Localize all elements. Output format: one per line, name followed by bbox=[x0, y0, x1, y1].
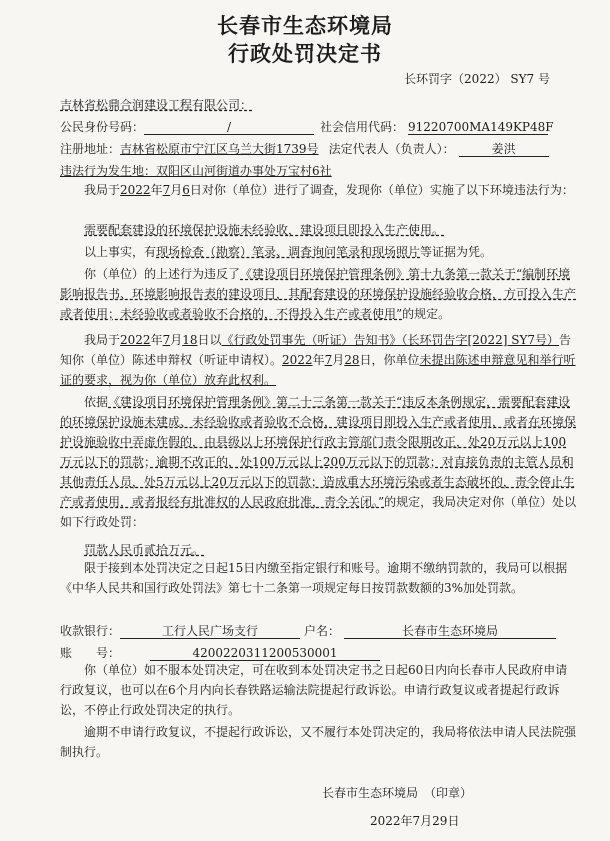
document-title: 行政处罚决定书 bbox=[228, 41, 382, 66]
penalty-decision: 罚款人民币贰拾万元。 bbox=[84, 543, 205, 557]
address-and-rep-row: 注册地址：吉林省松原市宁江区乌兰大街1739号 法定代表人（负责人）： 姜洪 bbox=[60, 140, 580, 157]
registered-address: 吉林省松原市宁江区乌兰大街1739号 bbox=[120, 142, 319, 156]
id-number-field: / bbox=[144, 120, 314, 135]
signature-date: 2022年7月29日 bbox=[370, 814, 460, 828]
legal-representative: 姜洪 bbox=[459, 142, 549, 157]
notice-paragraph: 我局于2022年7月18日以《行政处罚事先（听证）告知书》（长环罚告字[2022] SY7号）告知你（单位）陈述申辩权（听证申请权）。2022年7月28日，你单位未提出陈述申辩意见和举行听证的要求，视为你（单位）放弃此权利。 bbox=[60, 333, 576, 387]
document-number: 长环罚字（2022） SY7 号 bbox=[404, 72, 550, 86]
legal-basis-paragraph: 依据《建设项目环境保护管理条例》第二十三条第一款关于“违反本条例规定，需要配套建设的环境保护设施未建成、未经验收或者验收不合格，建设项目即投入生产或者使用，或者在环境保护设施验收中弄虚作假的，由县级以上环境保护行政主管部门责令限期改正，处20万元以上100万元以下的罚款；逾期不改正的，处100万元以上200万元以下的罚款；对直接负责的主管人员和其他责任人员，处5万元以上20万元以下的罚款；造成重大环境污染或者生态破坏的，责令停止生产或者使用，或者报经有批准权的人民政府批准，责令关闭。”的规定，我局决定对你（单位）处以如下行政处罚： bbox=[60, 395, 577, 529]
party-name: 吉林省松鼎合润建设工程有限公司： bbox=[60, 98, 253, 112]
appeal-rights-paragraph: 你（单位）如不服本处罚决定，可在收到本处罚决定书之日起60日内向长春市人民政府申请行政复议，也可以在6个月内向长春铁路运输法院提起行政诉讼。申请行政复议或者提起行政诉讼，不停止行政处罚决定的执行。 bbox=[60, 663, 568, 717]
enforcement-paragraph: 逾期不申请行政复议，不提起行政诉讼，又不履行本处罚决定的，我局将依法申请人民法院强制执行。 bbox=[60, 725, 577, 759]
payee-name: 长春市生态环境局 bbox=[344, 624, 556, 639]
issuing-authority-title: 长春市生态环境局 bbox=[217, 13, 393, 38]
id-and-credit-code-row: 公民身份号码： / 社会信用代码： 91220700MA149KP48F bbox=[60, 120, 554, 134]
violation-fact: 需要配套建设的环境保护设施未经验收，建设项目即投入生产使用。 bbox=[84, 223, 445, 237]
violation-location: 双阳区山河街道办事处万宝村6社 bbox=[156, 164, 332, 178]
violation-location-row: 违法行为发生地：双阳区山河街道办事处万宝村6社 bbox=[60, 164, 332, 178]
account-row: 账 号： 4200220311200530001 bbox=[60, 644, 580, 661]
credit-code-field: 91220700MA149KP48F bbox=[408, 120, 554, 134]
account-number: 4200220311200530001 bbox=[150, 646, 380, 661]
payment-deadline-paragraph: 限于接到本处罚决定之日起15日内缴至指定银行和账号。逾期不缴纳罚款的，我局可以根据《中华人民共和国行政处罚法》第七十二条第一项规定每日按罚款数额的3%加处罚款。 bbox=[60, 561, 568, 595]
violated-rule-paragraph: 你（单位）的上述行为违反了《建设项目环境保护管理条例》第十九条第一款关于“编制环境影响报告书、环境影响报告表的建设项目，其配套建设的环境保护设施经验收合格，方可投入生产或者使用；未经验收或者验收不合格的，不得投入生产或者使用”的规定。 bbox=[60, 267, 577, 321]
investigation-paragraph: 我局于2022年7月6日对你（单位）进行了调查，发现你（单位）实施了以下环境违法行为： bbox=[84, 183, 574, 197]
bank-name: 工行人民广场支行 bbox=[120, 624, 300, 639]
signature-authority: 长春市生态环境局 （印章） bbox=[322, 786, 473, 800]
bank-row: 收款银行： 工行人民广场支行 户名： 长春市生态环境局 bbox=[60, 622, 580, 639]
evidence-paragraph: 以上事实，有现场检查（勘察）笔录、调查询问笔录和现场照片等证据为凭。 bbox=[84, 245, 493, 259]
